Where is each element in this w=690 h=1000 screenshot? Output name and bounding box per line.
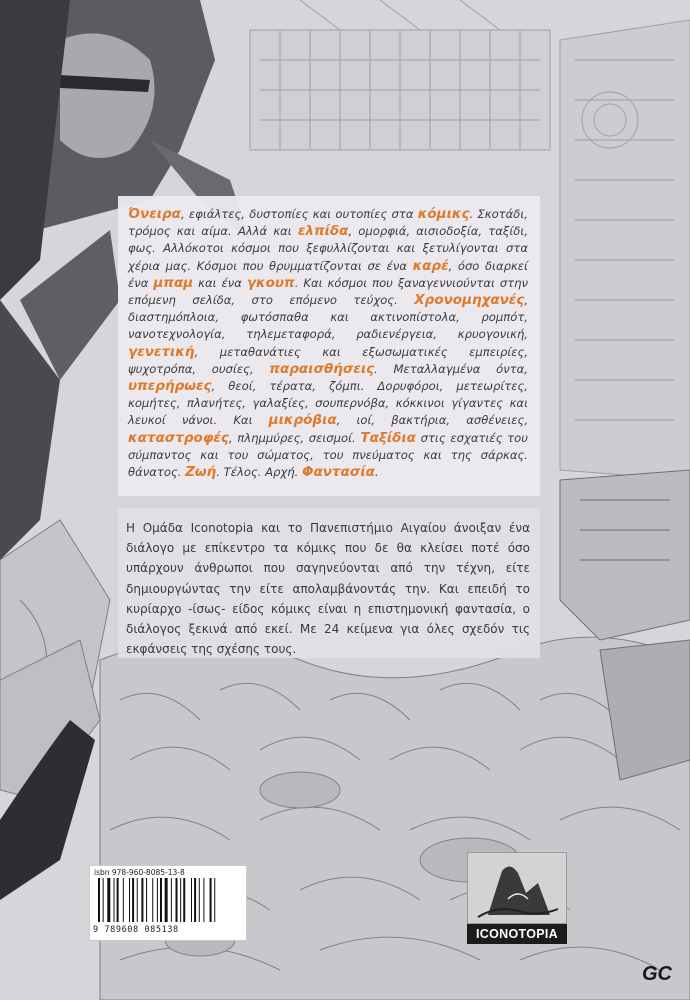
barcode-bar <box>171 878 172 922</box>
highlight-word: γκουπ <box>246 274 295 291</box>
watermark: GC <box>642 963 672 985</box>
highlight-word: μικρόβια <box>268 412 337 429</box>
highlight-word: παραισθήσεις <box>269 360 375 377</box>
intro-text: Η Ομάδα Iconotopia και το Πανεπιστήμιο Αιγαίου άνοιξαν ένα διάλογο με επίκεντρο τα κόμικς που δε θα κλείσει ποτέ όσο υπάρχουν άνθρωποι που σαγηνεύονται από την τέχνη, είτε δημιουργώντας την είτε απολαμβάνοντάς την. Και επειδή το κυρίαρχο -ίσως- είδος κόμικς είναι η επιστημονική φαντασία, ο διάλογος ξεκινά από εκεί. Με 24 κείμενα για όλες σχεδόν τις εκφάνσεις της σχέσης τους. <box>126 521 530 657</box>
barcode-bar <box>180 878 181 922</box>
barcode-bar <box>123 878 124 922</box>
poem-fragment: . Τέλος. Αρχή. <box>216 465 302 480</box>
publisher-logo <box>467 852 567 944</box>
barcode-bar <box>176 878 178 922</box>
poem-fragment: , όσο διαρκεί ένα <box>128 258 528 290</box>
highlight-word: Όνειρα <box>128 206 181 222</box>
poem-fragment: , ομορφιά, αισιοδοξία, ταξίδι, φως. Αλλόκοτοι κόσμοι που ξεφυλλίζονται και ξετυλίγονται στα χέρια μας. Κόσμοι που θρυμματίζονται σε ένα <box>128 224 529 273</box>
poem-fragment: , μεταθανάτιες και εξωσωματικές εμπειρίες, ψυχοτρόπα, ουσίες, <box>128 344 528 376</box>
barcode-bar <box>210 878 212 922</box>
poem-fragment: . Σκοτάδι, τρόμος και αίμα. Αλλά και <box>128 207 528 239</box>
highlight-word: καρέ <box>412 257 449 274</box>
highlight-word: Ταξίδια <box>360 429 416 446</box>
barcode-bar <box>98 878 100 922</box>
poem-text <box>128 206 528 481</box>
barcode-bar <box>203 878 204 922</box>
highlight-word: Χρονομηχανές <box>414 292 525 309</box>
highlight-word: γενετική <box>128 343 195 360</box>
highlight-word: ελπίδα <box>297 223 349 240</box>
highlight-word: μπαμ <box>153 274 194 291</box>
publisher-name: ICONOTOPIA <box>467 924 567 944</box>
isbn-number: isbn 978-960-8085-13-8 <box>94 868 185 877</box>
highlight-word: κόμικς <box>417 206 470 222</box>
barcode-label <box>89 865 247 941</box>
poem-fragment: . <box>374 465 379 480</box>
highlight-word: υπερήρωες <box>128 378 212 395</box>
poem-fragment: , ιοί, βακτήρια, ασθένειες, <box>336 413 528 428</box>
poem-fragment: , εφιάλτες, δυστοπίες και ουτοπίες στα <box>180 207 418 221</box>
barcode-bar <box>141 878 143 922</box>
poem-fragment: στις εσχατιές του σύμπαντος και του σώματος, του πνεύματος και της σάρκας. θάνατος. <box>128 430 528 480</box>
barcode-bar <box>107 878 110 922</box>
poem-fragment: . Μεταλλαγμένα όντα, <box>374 361 528 376</box>
highlight-word: Ζωή <box>185 464 217 481</box>
barcode-bars <box>98 878 238 924</box>
barcode-bar <box>214 878 215 922</box>
barcode-bar <box>152 878 153 922</box>
highlight-word: Φαντασία <box>301 464 375 481</box>
barcode-bar <box>146 878 147 922</box>
barcode-bar <box>157 878 158 922</box>
barcode-bar <box>183 878 185 922</box>
barcode-bar <box>194 878 196 922</box>
barcode-bar <box>165 878 168 922</box>
highlight-word: καταστροφές <box>128 429 229 446</box>
poem-fragment: , διαστημόπλοια, φωτόσπαθα και ακτινοπίστολα, ρομπότ, νανοτεχνολογία, τηλεμεταφορά, ραδιενέργεια, κρυογονική, <box>128 293 528 342</box>
barcode-bar <box>114 878 115 922</box>
poem-fragment: , πλημμύρες, σεισμοί. <box>228 430 361 445</box>
barcode-bar <box>129 878 130 922</box>
barcode-bar <box>117 878 119 922</box>
poem-fragment: , θεοί, τέρατα, ζόμπι. Δορυφόροι, μετεωρίτες, κομήτες, πλανήτες, γαλαξίες, σουπερνόβα, κόκκινοι γίγαντες και λευκοί νάνοι. Και <box>128 379 528 428</box>
poem-fragment: και ένα <box>193 275 247 290</box>
barcode-bar <box>103 878 104 922</box>
barcode-bar <box>199 878 200 922</box>
poem-fragment: . Και κόσμοι που ξαναγεννιούνται στην επόμενη σελίδα, στο επόμενο τεύχος. <box>128 275 528 308</box>
barcode-bar <box>191 878 192 922</box>
barcode-bar <box>132 878 134 922</box>
barcode-bar <box>160 878 162 922</box>
logo-artwork <box>467 852 567 924</box>
barcode-digits: 9 789608 085138 <box>93 925 179 935</box>
barcode-bar <box>137 878 138 922</box>
